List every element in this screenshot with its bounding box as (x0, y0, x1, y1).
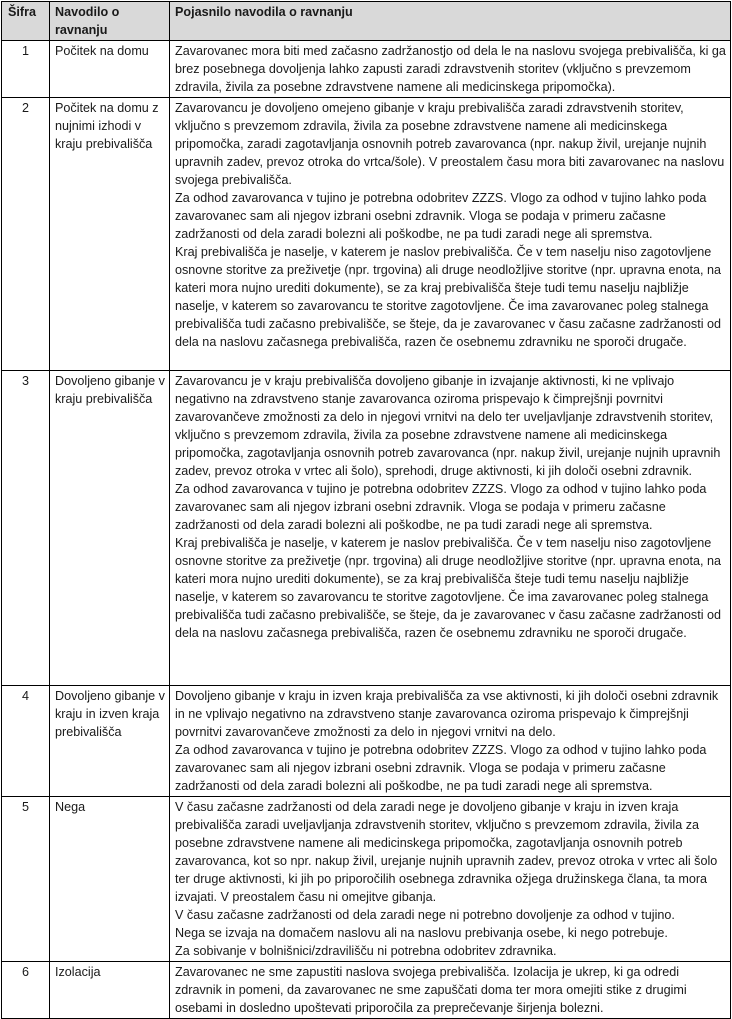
row-instruction: Počitek na domu (50, 41, 170, 98)
row-instruction: Nega (50, 797, 170, 962)
explanation-paragraph: Za odhod zavarovanca v tujino je potrebna odobritev ZZZS. Vlogo za odhod v tujino lahko poda zavarovanec sam ali njegov izbrani osebni zdravnik. Vloga se podaja v primeru začasne zadržanosti od dela zaradi bolezni ali poškodbe, ne pa tudi zaradi nege ali spremstva. (175, 743, 707, 793)
row-instruction: Dovoljeno gibanje v kraju prebivališča (50, 371, 170, 686)
row-explanation (170, 98, 731, 371)
header-instruction: Navodilo o ravnanju (50, 2, 170, 41)
row-code: 5 (2, 797, 50, 962)
row-explanation (170, 797, 731, 962)
table-header-row (2, 2, 731, 41)
table-row (2, 686, 731, 797)
explanation-paragraph: Zavarovanec mora biti med začasno zadržanostjo od dela le na naslovu svojega prebivališča, ki ga brez posebnega dovoljenja lahko zapusti zaradi zdravstvenih storitev (vključno s prevzemom zdravila, živila za posebne zdravstvene namene ali medicinskega pripomočka). (175, 44, 726, 94)
explanation-paragraph: V času začasne zadržanosti od dela zaradi nege ni potrebno dovoljenje za odhod v tujino. (175, 908, 675, 922)
explanation-paragraph: Dovoljeno gibanje v kraju in izven kraja prebivališča za vse aktivnosti, ki jih določi osebni zdravnik in ne vplivajo negativno na zdravstveno stanje zavarovanca oziroma prispevajo k čimprejšnji povrnitvi zavarovančeve zmožnosti za delo in njegovi vrnitvi na delo. (175, 689, 719, 739)
table-row (2, 98, 731, 371)
table-row (2, 797, 731, 962)
row-code: 6 (2, 962, 50, 1019)
header-code: Šifra (2, 2, 50, 41)
explanation-paragraph: Nega se izvaja na domačem naslovu ali na naslovu prebivanja osebe, ki nego potrebuje. (175, 926, 668, 940)
header-explanation: Pojasnilo navodila o ravnanju (170, 2, 731, 41)
table-row (2, 371, 731, 686)
row-instruction: Izolacija (50, 962, 170, 1019)
row-code: 1 (2, 41, 50, 98)
explanation-paragraph: Kraj prebivališča je naselje, v katerem je naslov prebivališča. Če v tem naselju niso zagotovljene osnovne storitve za preživetje (npr. trgovina) ali druge neodložljive storitve (npr. upravna enota, na kateri mora nujno urediti dokumente), se za kraj prebivališča šteje tudi temu naselju najbližje naselje, v katerem so zavarovancu te storitve zagotovljene. Če ima zavarovanec poleg stalnega prebivališča tudi začasno prebivališče, se šteje, da je zavarovanec v času začasne zadržanosti od dela na naslovu začasnega prebivališča, razen če osebnemu zdravniku ne sporoči drugače. (175, 245, 722, 349)
rules-table (1, 1, 731, 1019)
row-instruction: Dovoljeno gibanje v kraju in izven kraja prebivališča (50, 686, 170, 797)
explanation-paragraph: Za odhod zavarovanca v tujino je potrebna odobritev ZZZS. Vlogo za odhod v tujino lahko poda zavarovanec sam ali njegov izbrani osebni zdravnik. Vloga se podaja v primeru začasne zadržanosti od dela zaradi bolezni ali poškodbe, ne pa tudi zaradi nege ali spremstva. (175, 482, 707, 532)
row-code: 3 (2, 371, 50, 686)
explanation-paragraph: Za sobivanje v bolnišnici/zdravilišču ni potrebna odobritev zdravnika. (175, 944, 557, 958)
row-instruction: Počitek na domu z nujnimi izhodi v kraju prebivališča (50, 98, 170, 371)
row-code: 2 (2, 98, 50, 371)
row-explanation (170, 686, 731, 797)
row-explanation (170, 41, 731, 98)
explanation-paragraph: Zavarovancu je dovoljeno omejeno gibanje v kraju prebivališča zaradi zdravstvenih storitev, vključno s prevzemom zdravila, živila za posebne zdravstvene namene ali medicinskega pripomočka, zaradi zagotavljanja osnovnih potreb zavarovanca (npr. nakup živil, urejanje nujnih upravnih zadev, prevoz otroka do vrtca/šole). V preostalem času mora biti zavarovanec na naslovu svojega prebivališča. (175, 101, 725, 187)
row-code: 4 (2, 686, 50, 797)
table-row (2, 41, 731, 98)
row-explanation (170, 371, 731, 686)
explanation-paragraph: Zavarovanec ne sme zapustiti naslova svojega prebivališča. Izolacija je ukrep, ki ga odredi zdravnik in pomeni, da zavarovanec ne sme zapuščati doma ter mora omejiti stike z drugimi osebami in dosledno upoštevati priporočila za preprečevanje širjenja bolezni. (175, 965, 687, 1015)
explanation-paragraph: Zavarovancu je v kraju prebivališča dovoljeno gibanje in izvajanje aktivnosti, ki ne vplivajo negativno na zdravstveno stanje zavarovanca oziroma prispevajo k čimprejšnji povrnitvi zavarovančeve zmožnosti za delo in njegovi vrnitvi na delo ter uveljavljanje zdravstvenih storitev, vključno s prevzemom zdravila, živila za posebne zdravstvene namene ali medicinskega pripomočka, zagotavljanja osnovnih potreb zavarovanca (npr. nakup živil, urejanje nujnih upravnih zadev, prevoz otroka v vrtec ali šolo), sprehodi, druge aktivnosti, ki jih določi osebni zdravnik. (175, 374, 721, 478)
explanation-paragraph: Kraj prebivališča je naselje, v katerem je naslov prebivališča. Če v tem naselju niso zagotovljene osnovne storitve za preživetje (npr. trgovina) ali druge neodložljive storitve (npr. upravna enota, na kateri mora nujno urediti dokumente), se za kraj prebivališča šteje tudi temu naselju najbližje naselje, v katerem so zavarovancu te storitve zagotovljene. Če ima zavarovanec poleg stalnega prebivališča tudi začasno prebivališče, se šteje, da je zavarovanec v času začasne zadržanosti od dela na naslovu začasnega prebivališča, razen če osebnemu zdravniku ne sporoči drugače. (175, 536, 722, 640)
explanation-paragraph: Za odhod zavarovanca v tujino je potrebna odobritev ZZZS. Vlogo za odhod v tujino lahko poda zavarovanec sam ali njegov izbrani osebni zdravnik. Vloga se podaja v primeru začasne zadržanosti od dela zaradi bolezni ali poškodbe, ne pa tudi zaradi nege ali spremstva. (175, 191, 707, 241)
explanation-paragraph: V času začasne zadržanosti od dela zaradi nege je dovoljeno gibanje v kraju in izven kraja prebivališča zaradi uveljavljanja zdravstvenih storitev, vključno s prevzemom zdravila, živila za posebne zdravstvene namene ali medicinskega pripomočka, zagotavljanja osnovnih potreb zavarovanca, kot so npr. nakup živil, urejanje nujnih upravnih zadev, prevoz otroka v vrtec ali šolo ter druge aktivnosti, ki jih po priporočilih osebnega zdravnika ožjega družinskega člana, ta mora izvajati. V preostalem času ni omejitve gibanja. (175, 800, 718, 904)
